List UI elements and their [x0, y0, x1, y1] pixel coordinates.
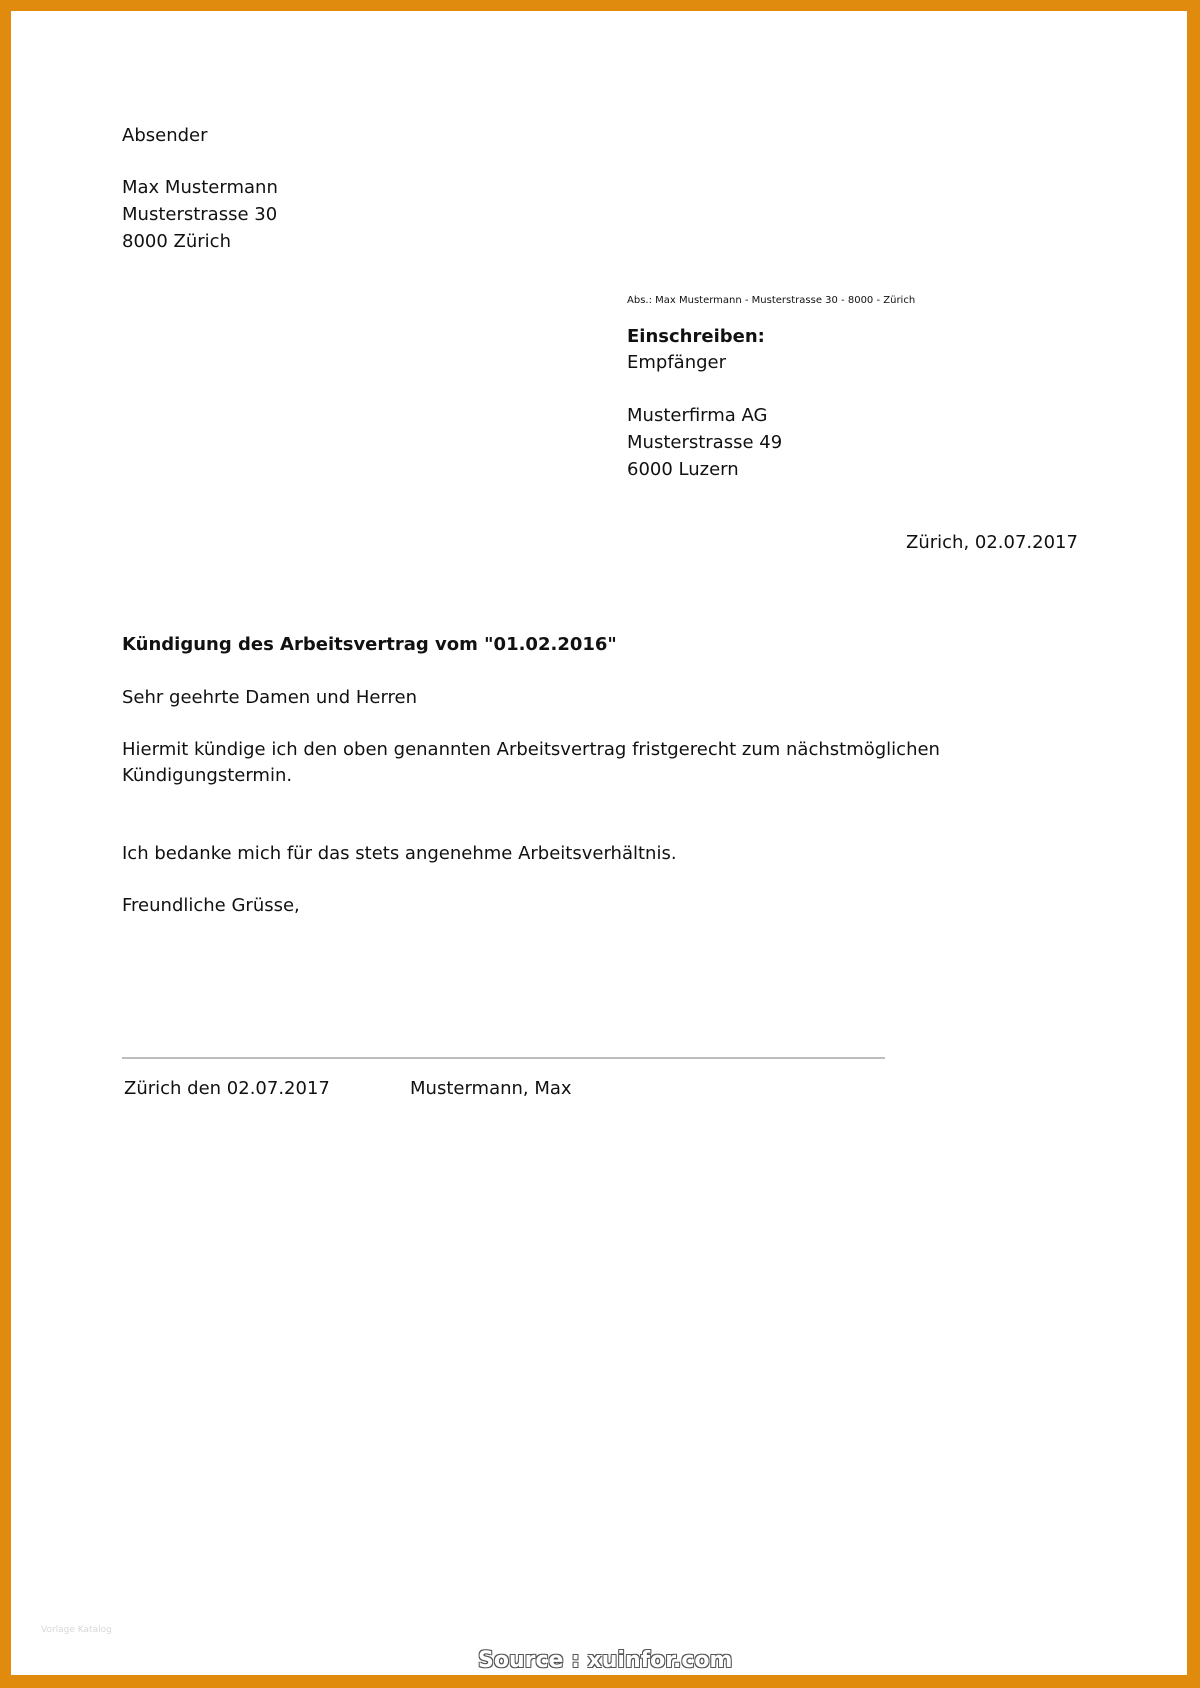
recipient-street: Musterstrasse 49: [627, 432, 783, 453]
salutation: Sehr geehrte Damen und Herren: [122, 687, 418, 708]
sender-street: Musterstrasse 30: [122, 204, 278, 225]
sender-city: 8000 Zürich: [122, 231, 231, 252]
body-line-2: Kündigungstermin.: [122, 765, 293, 786]
place-date: Zürich, 02.07.2017: [906, 532, 1078, 553]
closing: Freundliche Grüsse,: [122, 895, 300, 916]
letter-subject: Kündigung des Arbeitsvertrag vom "01.02.2016": [122, 634, 617, 655]
recipient-company: Musterfirma AG: [627, 405, 768, 426]
body-line-1: Hiermit kündige ich den oben genannten Arbeitsvertrag fristgerecht zum nächstmöglichen: [122, 739, 940, 760]
signature-name: Mustermann, Max: [410, 1078, 572, 1099]
signature-line: [122, 1057, 885, 1059]
sender-heading: Absender: [122, 125, 208, 146]
watermark-text: Vorlage Katalog: [41, 1625, 112, 1635]
source-credit: Source : xuinfor.com: [478, 1648, 733, 1673]
signature-place-date: Zürich den 02.07.2017: [124, 1078, 330, 1099]
sender-name: Max Mustermann: [122, 177, 278, 198]
recipient-label: Empfänger: [627, 352, 727, 373]
letter-page: [11, 11, 1187, 1675]
recipient-city: 6000 Luzern: [627, 459, 739, 480]
return-address-line: Abs.: Max Mustermann - Musterstrasse 30 - 8000 - Zürich: [627, 295, 916, 306]
body-thanks: Ich bedanke mich für das stets angenehme Arbeitsverhältnis.: [122, 843, 677, 864]
delivery-method: Einschreiben:: [627, 326, 765, 347]
